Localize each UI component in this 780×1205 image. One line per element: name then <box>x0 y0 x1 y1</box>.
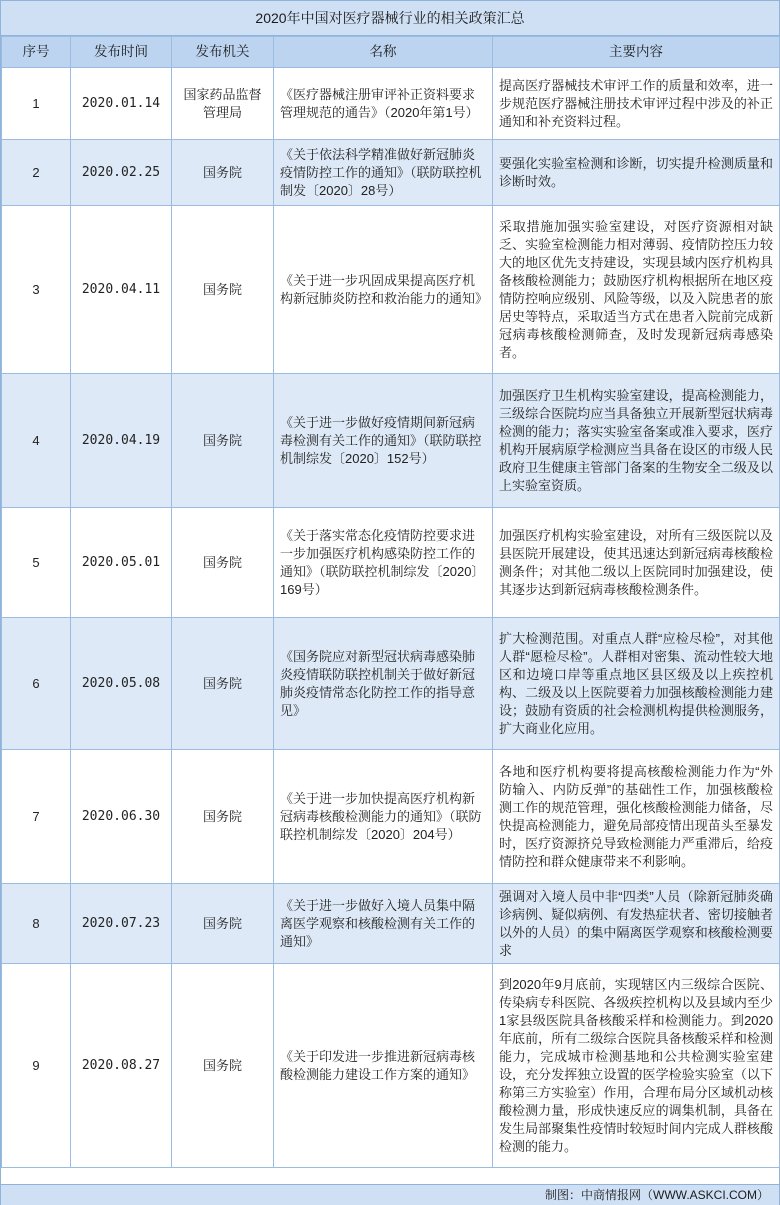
table-row <box>2 884 780 964</box>
table-row <box>2 140 780 206</box>
row-date: 2020.02.25 <box>71 140 172 206</box>
header-date: 发布时间 <box>71 37 172 68</box>
row-date: 2020.08.27 <box>71 964 172 1168</box>
row-content: 采取措施加强实验室建设，对医疗资源相对缺乏、实验室检测能力相对薄弱、疫情防控压力较大的地区优先支持建设，实现县域内医疗机构具备核酸检测能力；鼓励医疗机构根据所在地区疫情防控响应级别、风险等级，以及入院患者的旅居史等特点，采取适当方式在患者入院前完成新冠病毒核酸检测筛查，及时发现新冠病毒感染者。 <box>493 206 780 374</box>
row-org: 国家药品监督管理局 <box>172 68 274 140</box>
table-row <box>2 964 780 1168</box>
row-date: 2020.07.23 <box>71 884 172 964</box>
row-content: 要强化实验室检测和诊断，切实提升检测质量和诊断时效。 <box>493 140 780 206</box>
row-org: 国务院 <box>172 374 274 508</box>
row-content: 加强医疗卫生机构实验室建设，提高检测能力，三级综合医院均应当具备独立开展新型冠状病毒检测的能力；落实实验室备案或准入要求，医疗机构开展病原学检测应当具备在设区的市级人民政府卫生健康主管部门备案的生物安全二级及以上实验室资质。 <box>493 374 780 508</box>
row-name: 《关于进一步加快提高医疗机构新冠病毒核酸检测能力的通知》（联防联控机制综发〔2020〕204号） <box>274 750 493 884</box>
row-org: 国务院 <box>172 140 274 206</box>
table-row <box>2 618 780 750</box>
row-org: 国务院 <box>172 750 274 884</box>
table-row <box>2 374 780 508</box>
row-name: 《国务院应对新型冠状病毒感染肺炎疫情联防联控机制关于做好新冠肺炎疫情常态化防控工作的指导意见》 <box>274 618 493 750</box>
row-date: 2020.01.14 <box>71 68 172 140</box>
row-content: 强调对入境人员中非“四类”人员（除新冠肺炎确诊病例、疑似病例、有发热症状者、密切接触者以外的人员）的集中隔离医学观察和核酸检测要求 <box>493 884 780 964</box>
row-org: 国务院 <box>172 964 274 1168</box>
table-row <box>2 508 780 618</box>
row-date: 2020.05.01 <box>71 508 172 618</box>
table-header-row <box>2 37 780 68</box>
row-no: 5 <box>2 508 71 618</box>
header-content: 主要内容 <box>493 37 780 68</box>
source-credit-text: 制图：中商情报网（WWW.ASKCI.COM） <box>545 1188 769 1202</box>
row-org: 国务院 <box>172 884 274 964</box>
row-name: 《关于进一步做好疫情期间新冠病毒检测有关工作的通知》（联防联控机制综发〔2020〕152号） <box>274 374 493 508</box>
table-row <box>2 750 780 884</box>
row-content: 到2020年9月底前，实现辖区内三级综合医院、传染病专科医院、各级疾控机构以及县域内至少1家县级医院具备核酸采样和检测能力。到2020年底前，所有二级综合医院具备核酸采样和检测能力，完成城市检测基地和公共检测实验室建设，充分发挥独立设置的医学检验实验室（以下称第三方实验室）作用，合理布局分区域机动核酸检测力量，形成快速反应的调集机制，具备在发生局部聚集性疫情时较短时间内完成人群核酸检测的能力。 <box>493 964 780 1168</box>
row-no: 1 <box>2 68 71 140</box>
row-name: 《关于落实常态化疫情防控要求进一步加强医疗机构感染防控工作的通知》（联防联控机制综发〔2020〕169号） <box>274 508 493 618</box>
row-content: 扩大检测范围。对重点人群“应检尽检”，对其他人群“愿检尽检”。人群相对密集、流动性较大地区和边境口岸等重点地区县区级及以上疾控机构、二级及以上医院要着力加强核酸检测能力建设；鼓励有资质的社会检测机构提供检测服务，扩大商业化应用。 <box>493 618 780 750</box>
source-credit <box>1 1184 779 1205</box>
row-no: 9 <box>2 964 71 1168</box>
row-no: 7 <box>2 750 71 884</box>
row-no: 2 <box>2 140 71 206</box>
row-no: 8 <box>2 884 71 964</box>
row-no: 4 <box>2 374 71 508</box>
row-name: 《关于依法科学精准做好新冠肺炎疫情防控工作的通知》（联防联控机制发〔2020〕28号） <box>274 140 493 206</box>
row-date: 2020.05.08 <box>71 618 172 750</box>
row-org: 国务院 <box>172 618 274 750</box>
row-content: 各地和医疗机构要将提高核酸检测能力作为“外防输入、内防反弹”的基础性工作，加强核酸检测工作的规范管理，强化核酸检测能力储备，尽快提高检测能力，避免局部疫情出现苗头至暴发时，医疗资源挤兑导致检测能力严重滞后，给疫情防控和群众健康带来不利影响。 <box>493 750 780 884</box>
table-row <box>2 68 780 140</box>
row-org: 国务院 <box>172 206 274 374</box>
row-name: 《关于进一步巩固成果提高医疗机构新冠肺炎防控和救治能力的通知》 <box>274 206 493 374</box>
row-name: 《医疗器械注册审评补正资料要求管理规范的通告》（2020年第1号） <box>274 68 493 140</box>
header-no: 序号 <box>2 37 71 68</box>
table-row <box>2 206 780 374</box>
row-date: 2020.04.11 <box>71 206 172 374</box>
row-no: 3 <box>2 206 71 374</box>
page-title: 2020年中国对医疗器械行业的相关政策汇总 <box>1 1 779 36</box>
row-date: 2020.04.19 <box>71 374 172 508</box>
row-date: 2020.06.30 <box>71 750 172 884</box>
row-content: 提高医疗器械技术审评工作的质量和效率，进一步规范医疗器械注册技术审评过程中涉及的补正通知和补充资料过程。 <box>493 68 780 140</box>
policy-table <box>1 36 780 1168</box>
row-org: 国务院 <box>172 508 274 618</box>
row-name: 《关于印发进一步推进新冠病毒核酸检测能力建设工作方案的通知》 <box>274 964 493 1168</box>
row-name: 《关于进一步做好入境人员集中隔离医学观察和核酸检测有关工作的通知》 <box>274 884 493 964</box>
header-org: 发布机关 <box>172 37 274 68</box>
header-name: 名称 <box>274 37 493 68</box>
row-content: 加强医疗机构实验室建设，对所有三级医院以及县医院开展建设，使其迅速达到新冠病毒核酸检测条件；对其他二级以上医院同时加强建设，使其逐步达到新冠病毒核酸检测条件。 <box>493 508 780 618</box>
row-no: 6 <box>2 618 71 750</box>
